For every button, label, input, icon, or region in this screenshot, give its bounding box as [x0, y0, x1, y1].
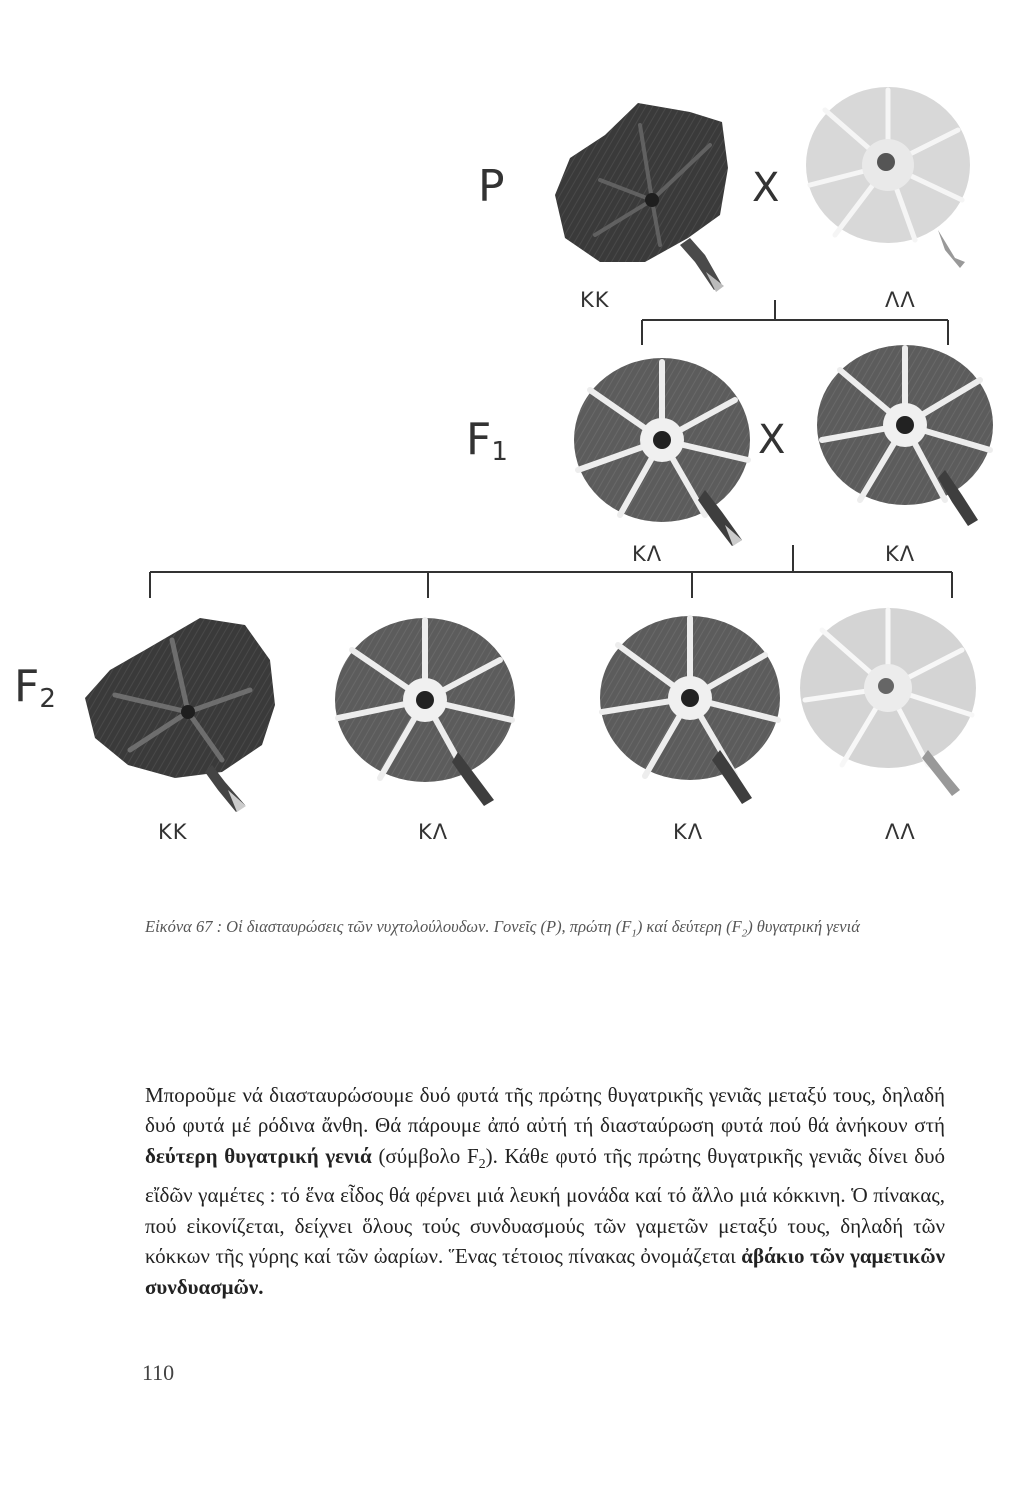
flower-white-f2-4: [800, 608, 976, 796]
generation-label-f1: $F_1$: [466, 414, 508, 467]
flower-white-p: [806, 87, 970, 268]
body-paragraph: Μποροῦμε νά διασταυρώσουμε δυό φυτά τῆς πρώτης θυγατρικῆς γενιᾶς μεταξύ τους, δηλαδή δυό φυτά μέ ρόδινα ἄνθη. Θά πάρουμε ἀπό αὐτή τή διασταύρωση φυτά πού θά ἀνήκουν στή δεύτερη θυγατρική γενιά (σύμβολο $F_2$). Κάθε φυτό τῆς πρώτης θυγατρικῆς γενιᾶς δίνει δυό εἴδῶν γαμέτες : τό ἕνα εἶδος θά φέρνει μιά λευκή μονάδα καί τό ἄλλο μιά κόκκινη. Ὁ πίνακας, πού εἰκονίζεται, δείχνει ὅλους τούς συνδυασμούς τῶν γαμετῶν μεταξύ τους, δηλαδή τῶν κόκκων τῆς γύρης καί τῶν ὠαρίων. Ἕνας τέτοιος πίνακας ὀνομάζεται ἀβάκιο τῶν γαμετικῶν συνδυασμῶν.: [145, 1083, 946, 1299]
genotype-f1-left: KΛ: [632, 542, 663, 566]
cross-symbol-p: X: [752, 165, 780, 211]
bold-term-gamete-table: ἀβάκιο τῶν γαμετικῶν συνδυασμῶν.: [145, 1244, 945, 1299]
flower-pink-f1-right: [817, 345, 993, 526]
genotype-f2-3: KΛ: [673, 820, 704, 844]
generation-label-f2: $F_2$: [14, 661, 56, 714]
flower-pink-f2-2: [335, 618, 515, 806]
genotype-f2-2: KΛ: [418, 820, 449, 844]
bold-term-second-generation: δεύτερη θυγατρική γενιά: [145, 1143, 372, 1168]
figure-caption: Εἰκόνα 67 : Οἱ διασταυρώσεις τῶν νυχτολούλουδων. Γονεῖς (P), πρώτη $(F_1)$ καί δεύτερη $(F_2)$ θυγατρική γενιά: [145, 917, 860, 940]
flower-red-p: [555, 103, 728, 292]
genotype-p-left: KK: [580, 288, 610, 312]
genotype-p-right: ΛΛ: [885, 288, 916, 312]
generation-label-p: P: [478, 161, 505, 212]
flower-pink-f2-3: [600, 616, 780, 804]
genotype-f2-1: KK: [158, 820, 188, 844]
page-number: 110: [142, 1360, 175, 1385]
genotype-f2-4: ΛΛ: [885, 820, 916, 844]
cross-symbol-f1: X: [758, 417, 786, 463]
flower-pink-f1-left: [574, 358, 750, 546]
genotype-f1-right: KΛ: [885, 542, 916, 566]
flower-red-f2-1: [85, 618, 275, 812]
